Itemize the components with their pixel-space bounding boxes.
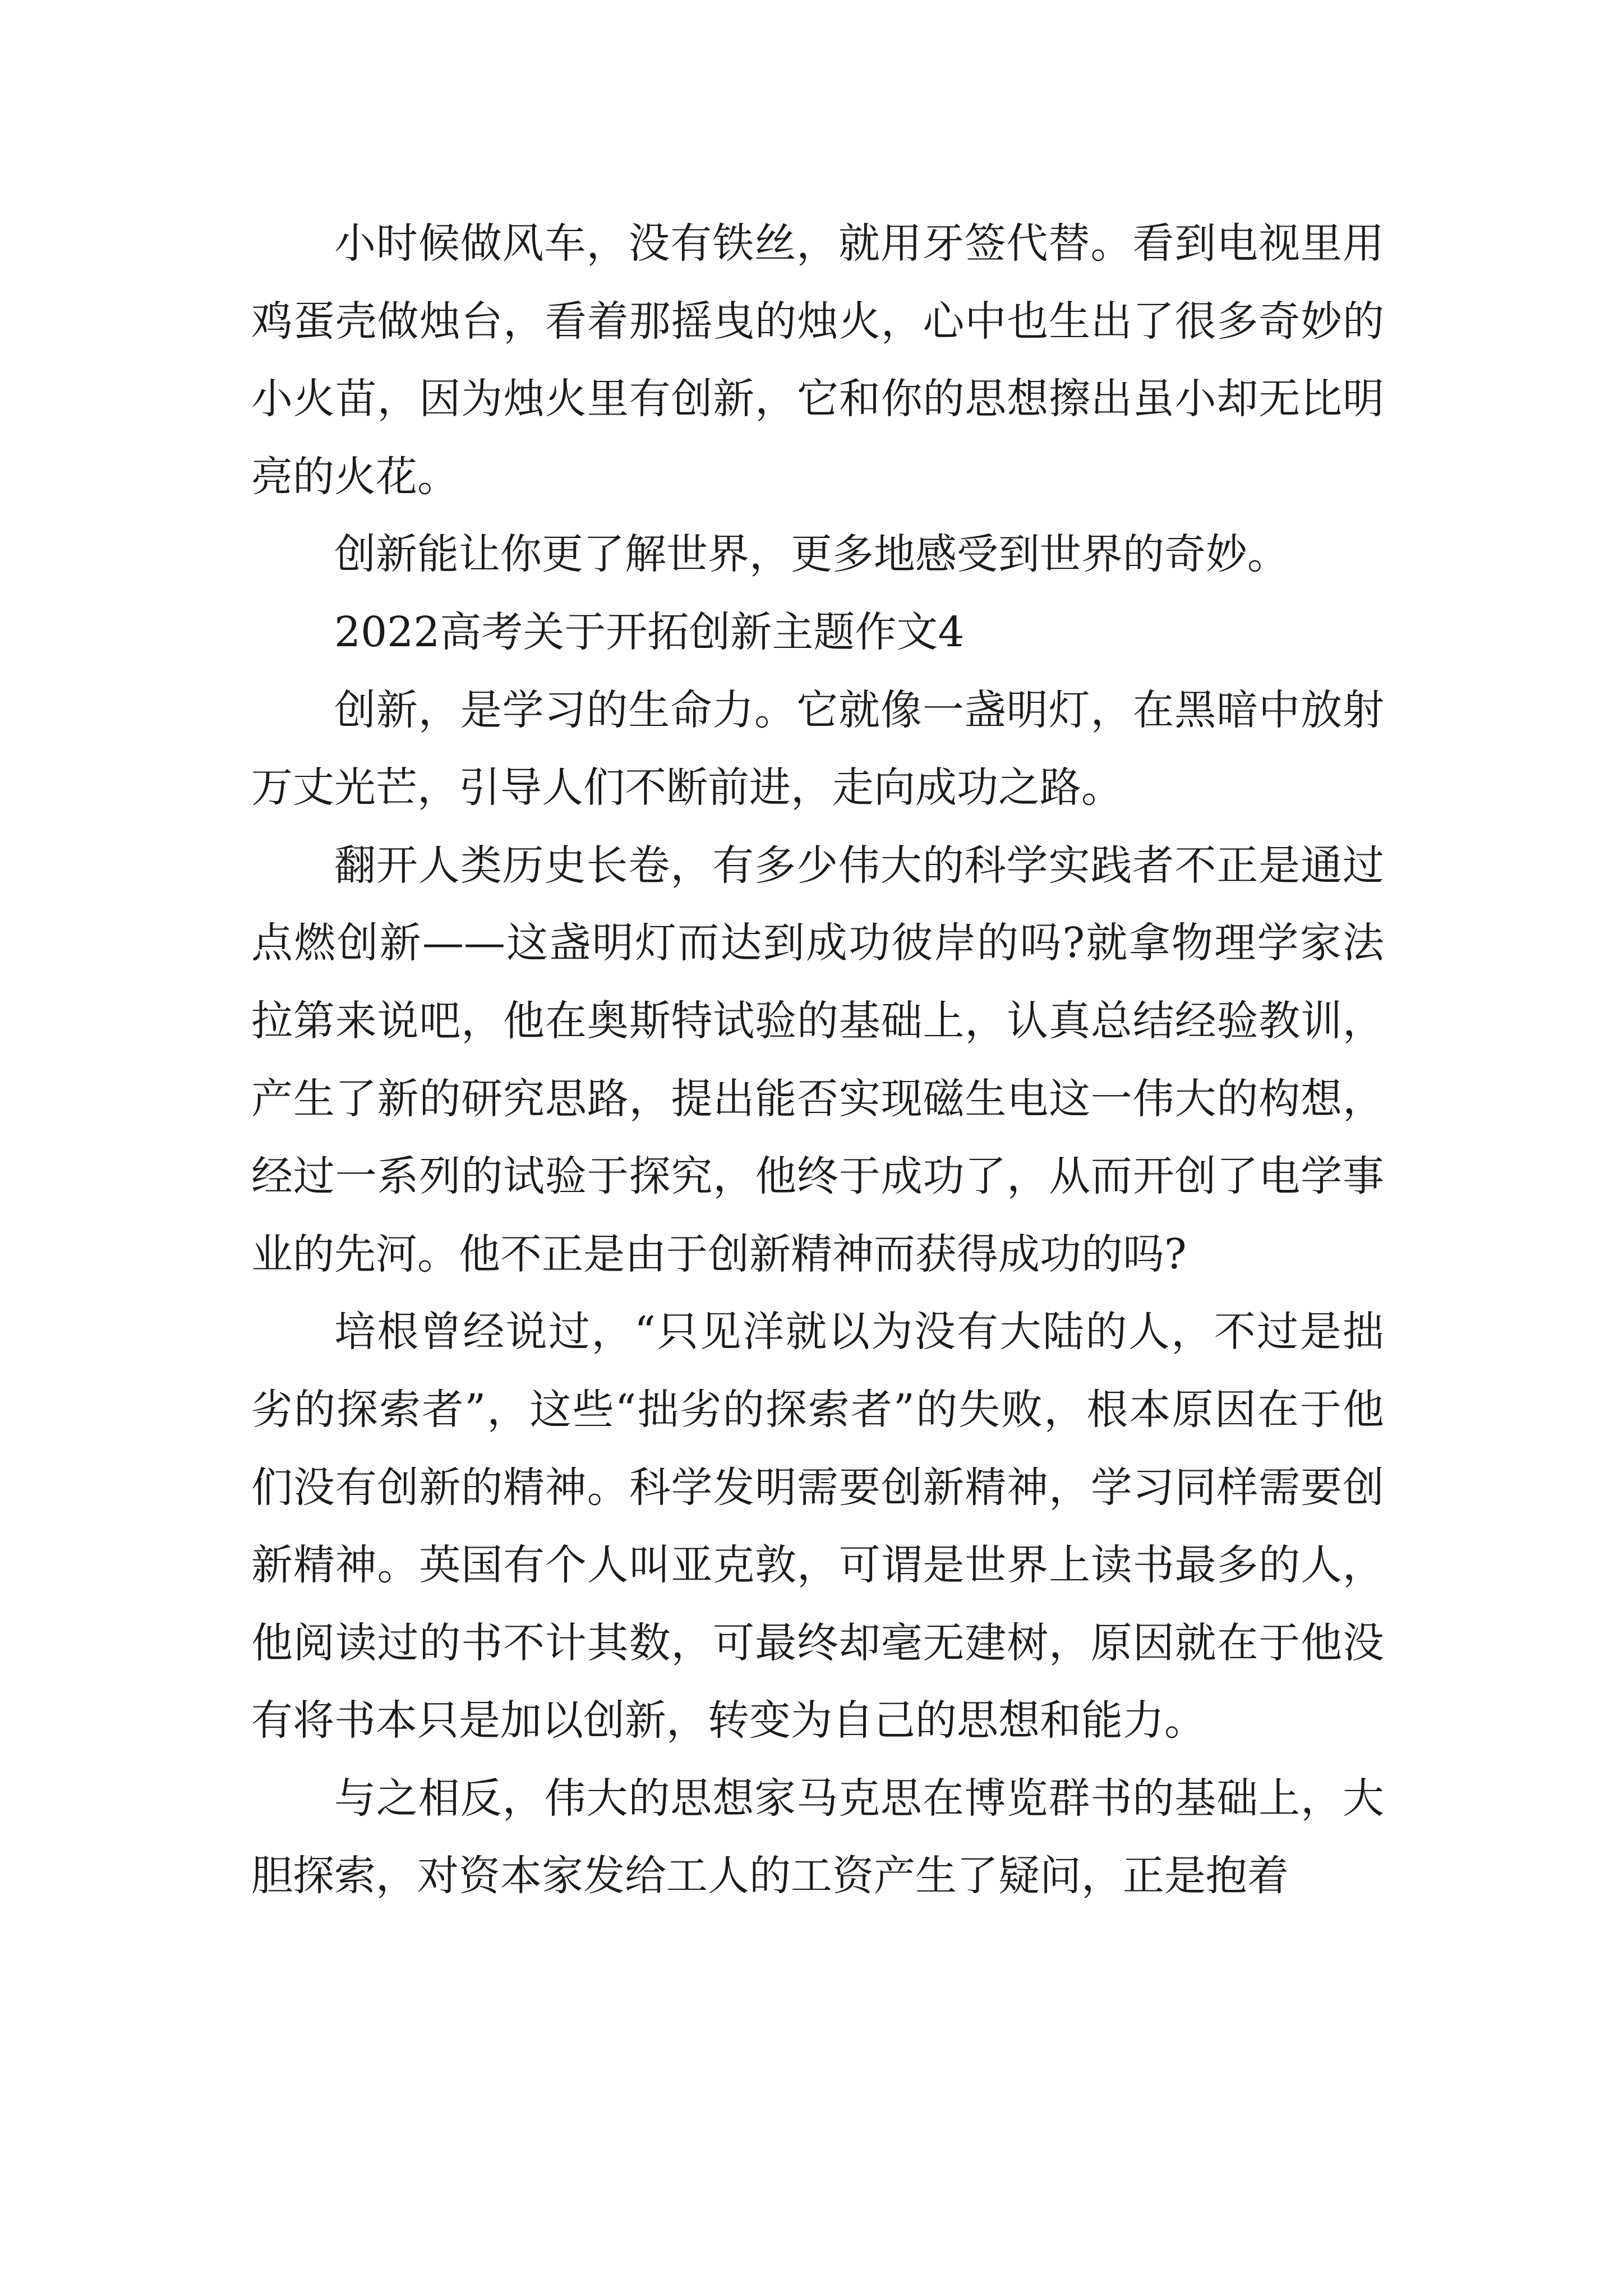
- paragraph-innovation-lamp: 创新，是学习的生命力。它就像一盏明灯，在黑暗中放射万丈光芒，引导人们不断前进，走向成功之路。: [251, 685, 1384, 812]
- paragraph-faraday: 翻开人类历史长卷，有多少伟大的科学实践者不正是通过点燃创新——这盏明灯而达到成功彼岸的吗?就拿物理学家法拉第来说吧，他在奥斯特试验的基础上，认真总结经验教训，产生了新的研究思路，提出能否实现磁生电这一伟大的构想，经过一系列的试验于探究，他终于成功了，从而开创了电学事业的先河。他不正是由于创新精神而获得成功的吗?: [251, 841, 1384, 1278]
- paragraph-bacon: 培根曾经说过，“只见洋就以为没有大陆的人，不过是拙劣的探索者”，这些“拙劣的探索者”的失败，根本原因在于他们没有创新的精神。科学发明需要创新精神，学习同样需要创新精神。英国有个人叫亚克敦，可谓是世界上读书最多的人，他阅读过的书不计其数，可最终却毫无建树，原因就在于他没有将书本只是加以创新，转变为自己的思想和能力。: [251, 1308, 1384, 1745]
- document-body: [251, 205, 1384, 1915]
- section-heading: 2022高考关于开拓创新主题作文4: [334, 608, 965, 656]
- paragraph-world: 创新能让你更了解世界，更多地感受到世界的奇妙。: [334, 530, 1289, 579]
- paragraph-windmill: 小时候做风车，没有铁丝，就用牙签代替。看到电视里用鸡蛋壳做烛台，看着那摇曳的烛火，心中也生出了很多奇妙的小火苗，因为烛火里有创新，它和你的思想擦出虽小却无比明亮的火花。: [251, 219, 1384, 501]
- paragraph-marx: 与之相反，伟大的思想家马克思在博览群书的基础上，大胆探索，对资本家发给工人的工资产生了疑问，正是抱着: [251, 1774, 1384, 1901]
